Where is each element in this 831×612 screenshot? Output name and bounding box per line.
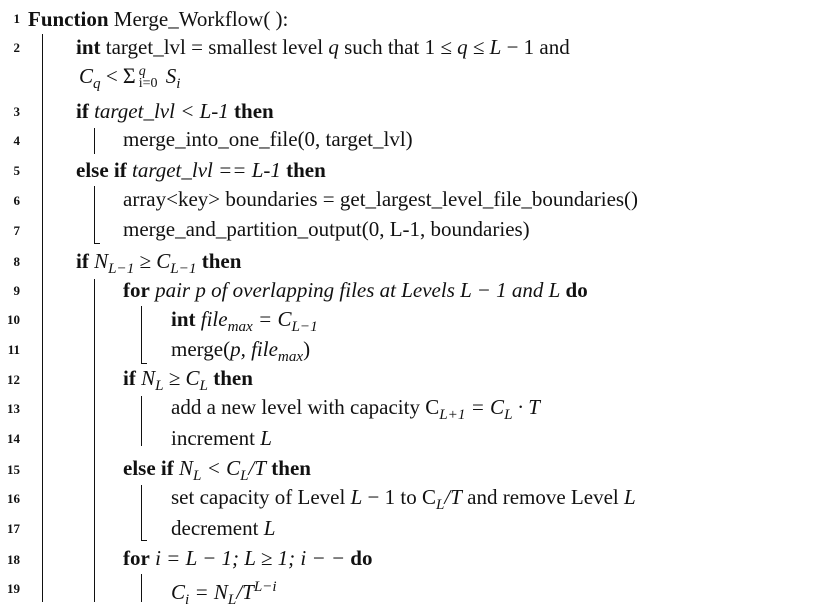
text: decrement [171,516,259,540]
algo-line-3 [76,99,274,123]
text: add a new level with capacity C [171,395,440,419]
text: increment [171,426,255,450]
math-var: S [165,64,177,88]
math-sub: q [93,76,101,93]
math-sub: L+1 [439,407,466,424]
math-sub: i=0 [138,76,158,92]
text: and remove Level [467,485,619,509]
math-var: C [79,64,94,88]
line-number: 16 [7,491,20,506]
block-bar [94,186,95,244]
line-number: 2 [13,40,20,55]
text: such that 1 ≤ [344,35,452,59]
line-number: 15 [7,462,20,477]
math-expr: /T [444,485,462,509]
keyword: then [201,249,242,273]
keyword: then [271,456,311,480]
sum-symbol: Σ [122,63,136,88]
math-sub: L [155,378,164,395]
line-number: 11 [7,342,20,357]
line-number: 19 [7,581,20,596]
text: merge( [171,337,231,361]
math-var: L [350,485,363,509]
math-op: < [105,64,118,88]
text: ) [303,337,311,361]
keyword: if [123,366,136,390]
algo-line-5 [76,158,326,182]
math-var: q [457,35,468,59]
algo-line-2-continued [79,64,180,96]
block-bar-end [141,540,147,541]
math-sub: L [435,497,445,514]
algo-line-19 [171,575,277,612]
keyword: int [171,307,196,331]
math-var: q [328,35,339,59]
math-expr: /T [236,580,254,604]
math-expr: ≥ C [168,366,200,390]
math-sub: L−1 [291,319,318,336]
block-bar [141,396,142,446]
algo-line-13 [171,395,540,427]
algo-line-7 [123,217,530,241]
math-expr: ≥ C [139,249,171,273]
condition: i = L − 1; L ≥ 1; i − − [155,546,346,570]
text: ≤ [472,35,485,59]
math-sub: i [176,76,181,93]
algo-line-4 [123,127,413,151]
text: − 1 to C [367,485,436,509]
math-sub: L [193,468,202,485]
line-number: 14 [7,431,20,446]
math-expr: = C [470,395,505,419]
block-bar [42,34,43,602]
line-number: 5 [13,163,20,178]
keyword: int [76,35,101,59]
math-var: N [178,456,193,480]
math-var: file [200,307,228,331]
line-number: 17 [7,521,20,536]
math-sub: L [240,468,249,485]
math-expr: < C [206,456,241,480]
math-sub: L [227,592,237,609]
algo-line-11 [171,337,310,369]
line-number: 8 [13,254,20,269]
text: set capacity of Level [171,485,346,509]
math-var: N [94,249,109,273]
algo-line-15 [123,456,311,488]
math-var: L [489,35,502,59]
statement: merge_into_one_file(0, target_lvl) [123,127,413,151]
text: target_lvl = smallest level [105,35,324,59]
algo-line-18 [123,546,372,570]
math-sub: max [227,319,253,336]
keyword: if [76,249,89,273]
math-sub: i [185,592,190,609]
keyword: if [76,99,89,123]
line-number: 3 [13,104,20,119]
math-sub: max [277,349,304,366]
condition: target_lvl == L-1 [131,158,281,182]
algo-line-8 [76,249,241,281]
math-sub: L [199,378,208,395]
algo-line-12 [123,366,253,398]
algo-line-9 [123,278,588,302]
block-bar [141,485,142,541]
line-number: 12 [7,372,20,387]
block-bar-end [94,243,100,244]
block-bar [94,128,95,154]
math-sup: L−i [253,579,277,595]
math-var: N [141,366,156,390]
line-number: 9 [13,283,20,298]
math-expr: = C [258,307,292,331]
line-number: 13 [7,401,20,416]
condition: target_lvl < L-1 [94,99,229,123]
algo-line-2 [76,35,570,59]
line-number: 1 [13,11,20,26]
line-number: 10 [7,312,20,327]
keyword: do [350,546,373,570]
math-expr: · T [517,395,540,419]
line-number: 4 [13,133,20,148]
algo-line-14 [171,426,272,450]
math-sub: L−1 [108,261,135,278]
math-var: C [171,580,186,604]
line-number: 7 [13,223,20,238]
line-number: 18 [7,552,20,567]
keyword: Function [28,7,109,31]
line-number: 6 [13,193,20,208]
math-var: L [260,426,272,450]
math-expr: /T [248,456,267,480]
math-sub: L [504,407,513,424]
algo-line-10 [171,307,318,339]
block-bar [141,574,142,602]
keyword: then [213,366,253,390]
block-bar [141,306,142,364]
keyword: for [123,278,150,302]
condition: pair p of overlapping files at Levels L − 1 and L [155,278,561,302]
function-name: Merge_Workflow( ): [113,7,289,31]
algo-line-17 [171,516,275,540]
keyword: else if [123,456,174,480]
statement: array<key> boundaries = get_largest_level_file_boundaries() [123,187,639,211]
block-bar-end [141,363,147,364]
math-sup: q [138,64,146,80]
keyword: then [234,99,274,123]
keyword: do [565,278,588,302]
keyword: for [123,546,150,570]
math-expr: = N [194,580,228,604]
math-sub: L−1 [170,261,197,278]
text: − 1 and [506,35,570,59]
algo-line-1 [28,7,288,31]
block-bar [94,279,95,602]
statement: merge_and_partition_output(0, L-1, boundaries) [123,217,530,241]
math-var: L [623,485,636,509]
keyword: then [286,158,326,182]
algo-line-6 [123,187,638,211]
math-var: L [263,516,276,540]
keyword: else if [76,158,127,182]
algo-line-16 [171,485,636,517]
math-var: p, file [230,337,278,361]
